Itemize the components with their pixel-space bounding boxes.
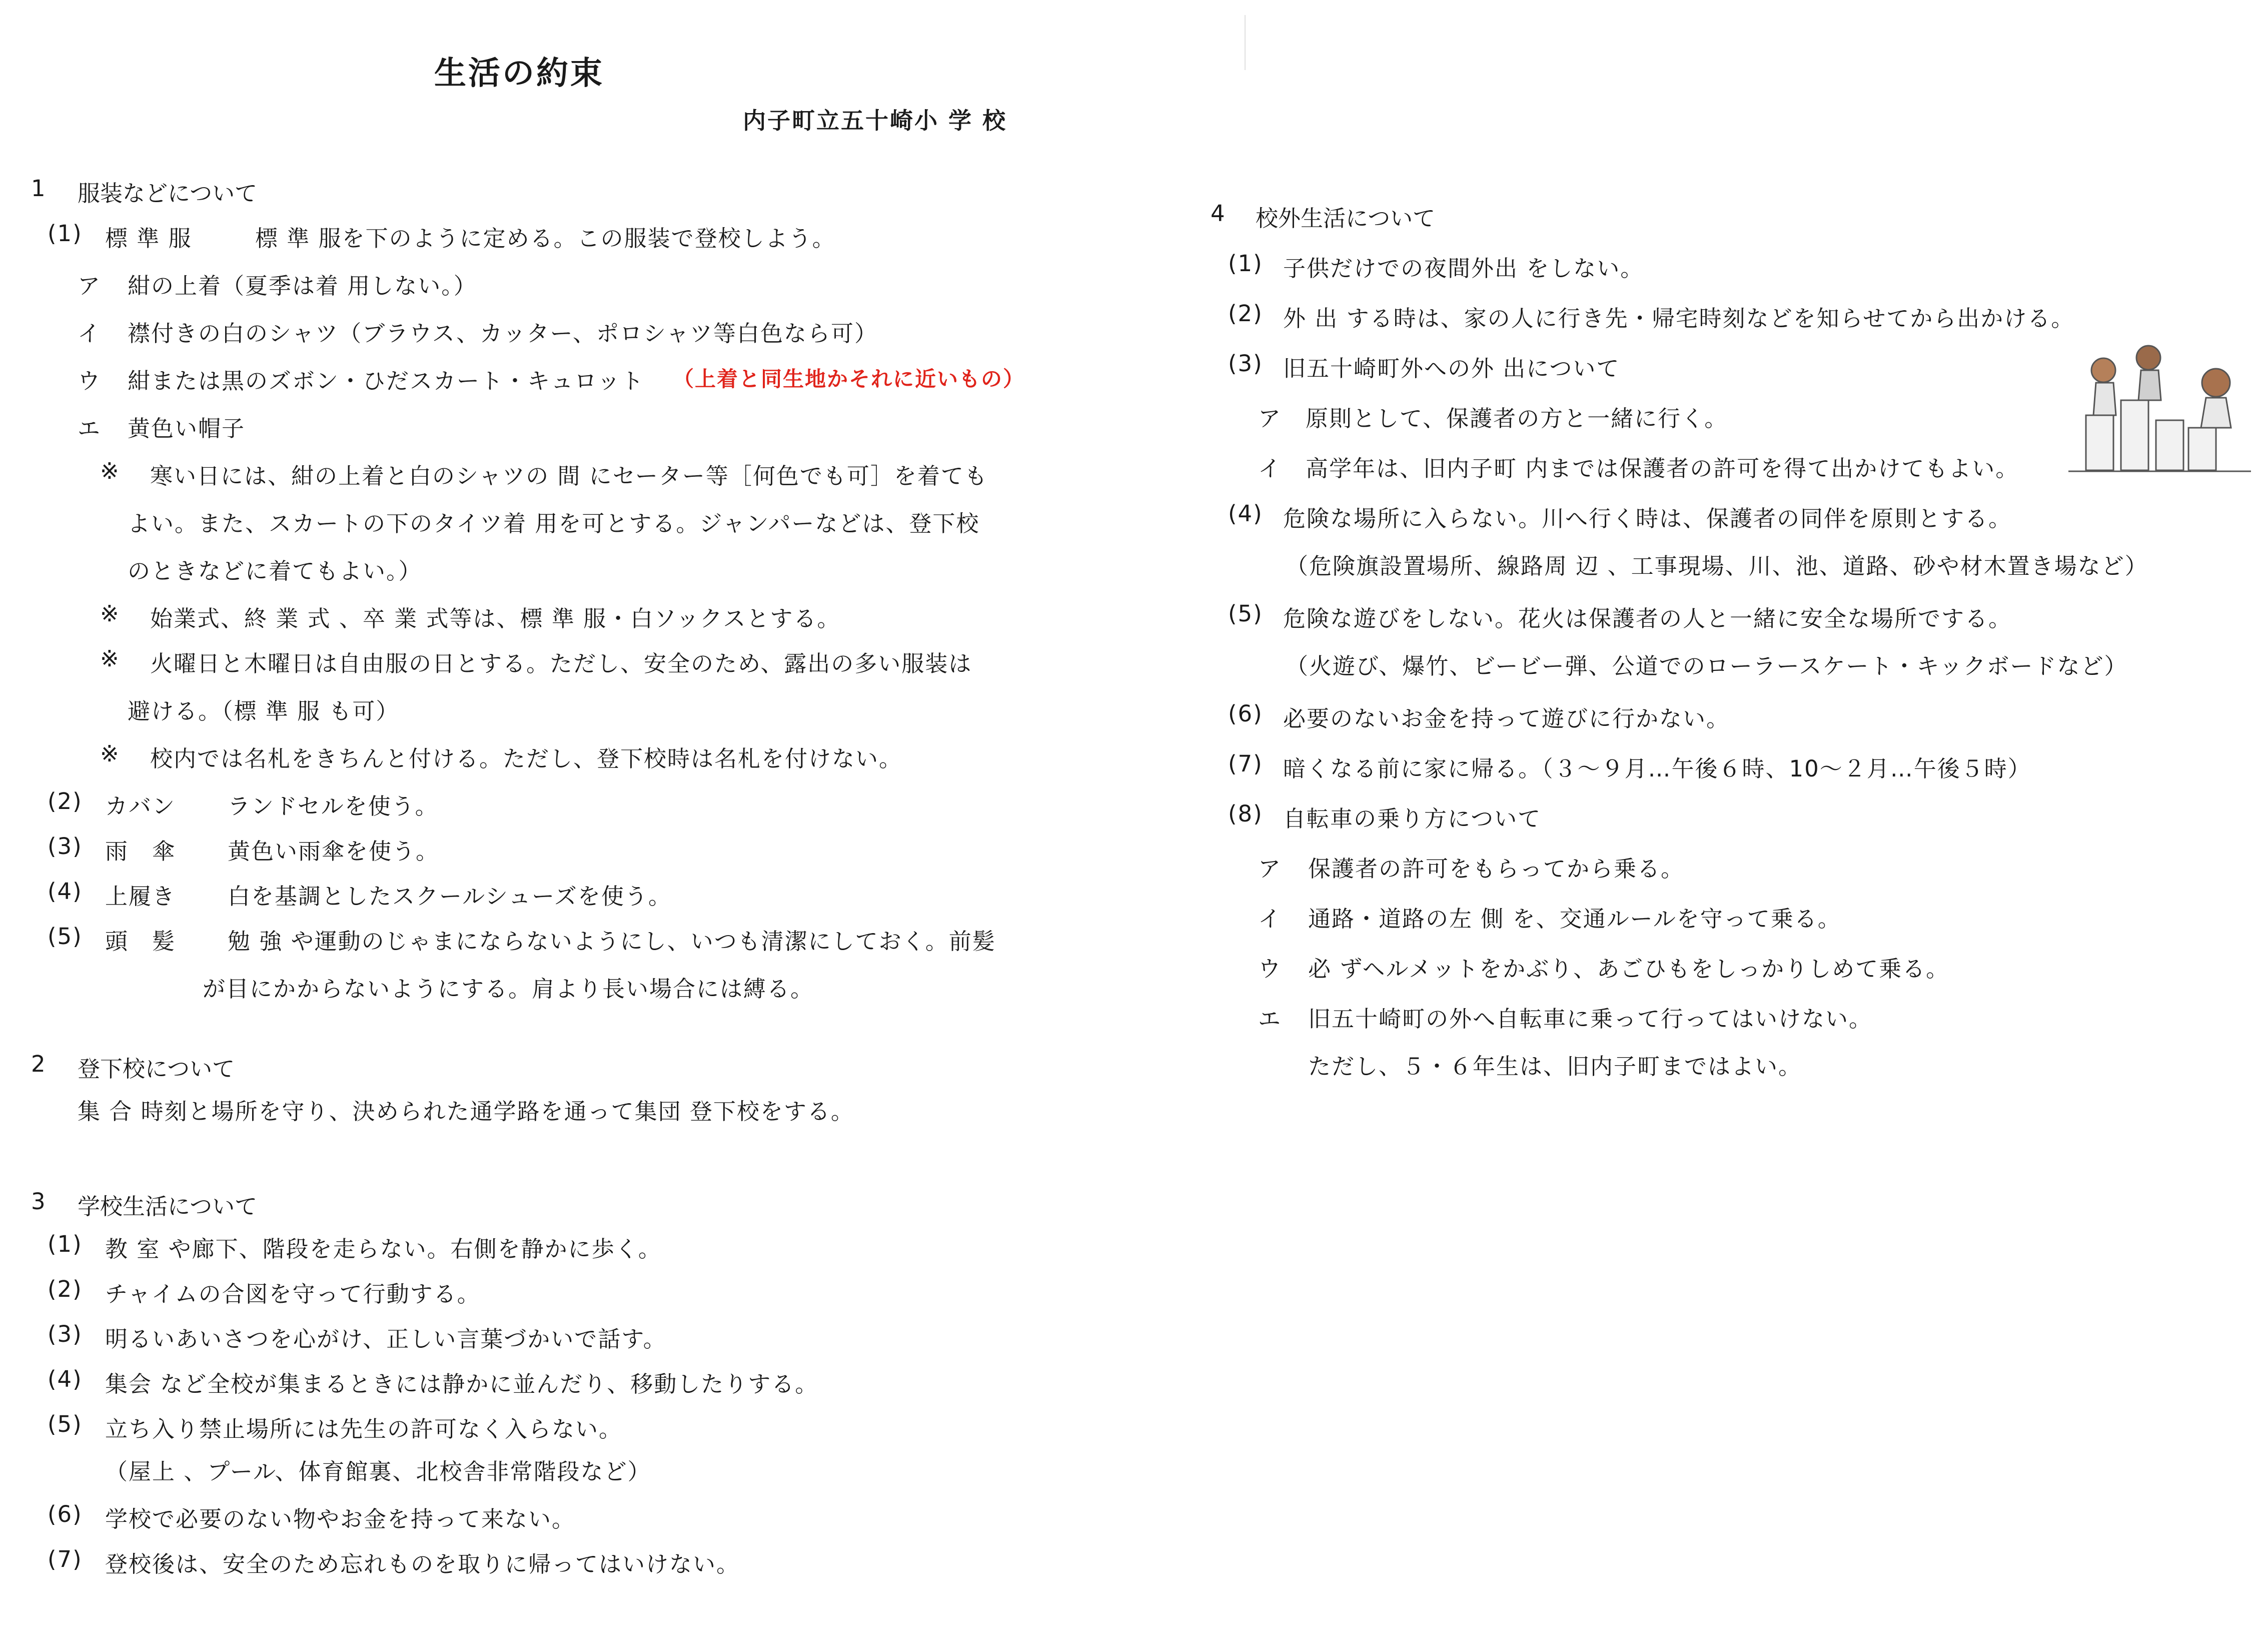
s4-sub-i-text: 高学年は、旧内子町 内までは保護者の許可を得て出かけてもよい。 — [1306, 455, 2019, 482]
s4-item-7-text: 暗くなる前に家に帰る。（３～９月…午後６時、10～２月…午後５時） — [1283, 755, 2031, 782]
s4-bike-i-label: イ — [1258, 906, 1282, 932]
s4-bike-e-text: 旧五十崎町の外へ自転車に乗って行ってはいけない。 — [1308, 1006, 1873, 1032]
s3-item-5-text: 立ち入り禁止場所には先生の許可なく入らない。 — [105, 1416, 623, 1442]
s4-item-2-label: (2) — [1228, 300, 1263, 327]
s3-item-5-note: （屋上 、プール、体育館裏、北校舎非常階段など） — [105, 1458, 651, 1485]
s1-item-5-label: (5) — [48, 923, 83, 950]
s1-item-3-label: (3) — [48, 833, 83, 860]
s3-item-7-text: 登校後は、安全のため忘れものを取りに帰ってはいけない。 — [105, 1551, 740, 1577]
s1-item-3-term: 雨 傘 — [105, 838, 176, 865]
s4-item-6-text: 必要のないお金を持って遊びに行かない。 — [1283, 705, 1730, 732]
section-1-title: 服装などについて — [78, 180, 258, 207]
section-4-number: 4 — [1211, 200, 1225, 227]
s1-sub-a-label: ア — [78, 273, 102, 299]
s4-sub-a-text: 原則として、保護者の方と一緒に行く。 — [1306, 405, 1728, 432]
fold-mark — [1245, 15, 1246, 70]
section-2-number: 2 — [31, 1051, 46, 1077]
s3-item-2-text: チャイムの合図を守って行動する。 — [105, 1281, 481, 1307]
s1-sub-i-label: イ — [78, 320, 102, 347]
s3-item-1-text: 教 室 や廊下、階段を走らない。右側を静かに歩く。 — [105, 1236, 662, 1262]
note-3-line-2: 避ける。（標 準 服 も可） — [128, 698, 400, 724]
s3-item-2-label: (2) — [48, 1276, 83, 1302]
s1-item-1-text: 標 準 服を下のように定める。この服装で登校しよう。 — [255, 225, 836, 252]
s4-item-5-text: 危険な遊びをしない。花火は保護者の人と一緒に安全な場所でする。 — [1283, 605, 2012, 632]
s4-bike-u-text: 必 ずヘルメットをかぶり、あごひもをしっかりしめて乗る。 — [1308, 956, 1950, 982]
s4-item-8-text: 自転車の乗り方について — [1283, 805, 1542, 832]
s3-item-7-label: (7) — [48, 1546, 83, 1572]
s4-item-1-text: 子供だけでの夜間外出 をしない。 — [1283, 255, 1644, 282]
s1-sub-e-label: エ — [78, 415, 102, 442]
s1-item-2-term: カバン — [105, 793, 176, 819]
s3-item-5-label: (5) — [48, 1411, 83, 1437]
note-4-mark: ※ — [100, 740, 120, 767]
s1-sub-u-text: 紺または黒のズボン・ひだスカート・キュロット — [128, 368, 645, 394]
s1-item-2-text: ランドセルを使う。 — [228, 793, 439, 819]
s3-item-4-text: 集会 など全校が集まるときには静かに並んだり、移動したりする。 — [105, 1371, 819, 1397]
s4-bike-a-text: 保護者の許可をもらってから乗る。 — [1308, 856, 1685, 882]
s4-bike-i-text: 通路・道路の左 側 を、交通ルールを守って乗る。 — [1308, 906, 1841, 932]
s1-item-5-text-2: が目にかからないようにする。肩より長い場合には縛る。 — [203, 976, 814, 1002]
note-2-line-1: 始業式、終 業 式 、卒 業 式等は、標 準 服・白ソックスとする。 — [150, 605, 841, 632]
s1-item-3-text: 黄色い雨傘を使う。 — [228, 838, 440, 865]
s4-item-1-label: (1) — [1228, 250, 1263, 277]
s4-item-3-text: 旧五十崎町外への外 出について — [1283, 355, 1620, 382]
s1-item-1-term: 標 準 服 — [105, 225, 192, 252]
note-1-line-2: よい。また、スカートの下のタイツ着 用を可とする。ジャンパーなどは、登下校 — [128, 510, 980, 537]
s3-item-4-label: (4) — [48, 1366, 83, 1392]
s1-sub-u-label: ウ — [78, 368, 102, 394]
s1-item-5-text: 勉 強 や運動のじゃまにならないようにし、いつも清潔にしておく。前髪 — [228, 928, 996, 955]
s1-item-2-label: (2) — [48, 788, 83, 814]
s4-item-5-label: (5) — [1228, 600, 1263, 627]
s4-item-4-label: (4) — [1228, 500, 1263, 527]
school-name: 内子町立五十崎小 学 校 — [743, 107, 1007, 134]
s1-item-5-term: 頭 髪 — [105, 928, 176, 955]
section-3-number: 3 — [31, 1188, 46, 1215]
s4-item-5-note: （火遊び、爆竹、ビービー弾、公道でのローラースケート・キックボードなど） — [1286, 653, 2128, 679]
s1-item-4-term: 上履き — [105, 883, 176, 910]
note-1-mark: ※ — [100, 458, 120, 484]
s4-item-6-label: (6) — [1228, 700, 1263, 727]
section-2-title: 登下校について — [78, 1056, 235, 1082]
section-1-number: 1 — [31, 175, 46, 202]
s4-bike-e-note: ただし、５・６年生は、旧内子町まではよい。 — [1308, 1053, 1802, 1080]
note-4-line-1: 校内では名札をきちんと付ける。ただし、登下校時は名札を付けない。 — [150, 745, 903, 772]
note-3-mark: ※ — [100, 645, 120, 672]
s4-bike-u-label: ウ — [1258, 956, 1282, 982]
s3-item-1-label: (1) — [48, 1231, 83, 1257]
note-3-line-1: 火曜日と木曜日は自由服の日とする。ただし、安全のため、露出の多い服装は — [150, 650, 972, 677]
s4-item-4-text: 危険な場所に入らない。川へ行く時は、保護者の同伴を原則とする。 — [1283, 505, 2012, 532]
s1-sub-e-text: 黄色い帽子 — [128, 415, 246, 442]
s4-sub-i-label: イ — [1258, 455, 1282, 482]
note-1-line-3: のときなどに着てもよい。） — [128, 558, 422, 584]
note-2-mark: ※ — [100, 600, 120, 627]
s4-item-3-label: (3) — [1228, 350, 1263, 377]
s1-item-4-label: (4) — [48, 878, 83, 905]
children-illustration — [2066, 340, 2256, 480]
s4-item-8-label: (8) — [1228, 800, 1263, 827]
s1-item-4-text: 白を基調としたスクールシューズを使う。 — [228, 883, 672, 910]
s3-item-6-text: 学校で必要のない物やお金を持って来ない。 — [105, 1506, 576, 1532]
page-title: 生活の約束 — [434, 55, 604, 92]
s3-item-6-label: (6) — [48, 1501, 83, 1527]
s4-sub-a-label: ア — [1258, 405, 1282, 432]
section-4-title: 校外生活について — [1256, 205, 1436, 232]
s1-sub-i-text: 襟付きの白のシャツ（ブラウス、カッター、ポロシャツ等白色なら可） — [128, 320, 878, 347]
section-3-title: 学校生活について — [78, 1193, 258, 1220]
s4-bike-a-label: ア — [1258, 856, 1282, 882]
s1-sub-u-note: （上着と同生地かそれに近いもの） — [673, 367, 1025, 391]
s3-item-3-label: (3) — [48, 1321, 83, 1347]
s4-bike-e-label: エ — [1258, 1006, 1282, 1032]
note-1-line-1: 寒い日には、紺の上着と白のシャツの 間 にセーター等［何色でも可］を着ても — [150, 463, 988, 489]
s1-sub-a-text: 紺の上着（夏季は着 用しない。） — [128, 273, 477, 299]
s1-item-1-label: (1) — [48, 220, 83, 247]
s4-item-2-text: 外 出 する時は、家の人に行き先・帰宅時刻などを知らせてから出かける。 — [1283, 305, 2075, 332]
section-2-text: 集 合 時刻と場所を守り、決められた通学路を通って集団 登下校をする。 — [78, 1098, 854, 1125]
s4-item-4-note: （危険旗設置場所、線路周 辺 、工事現場、川、池、道路、砂や材木置き場など） — [1286, 553, 2148, 579]
s4-item-7-label: (7) — [1228, 750, 1263, 777]
s3-item-3-text: 明るいあいさつを心がけ、正しい言葉づかいで話す。 — [105, 1326, 667, 1352]
